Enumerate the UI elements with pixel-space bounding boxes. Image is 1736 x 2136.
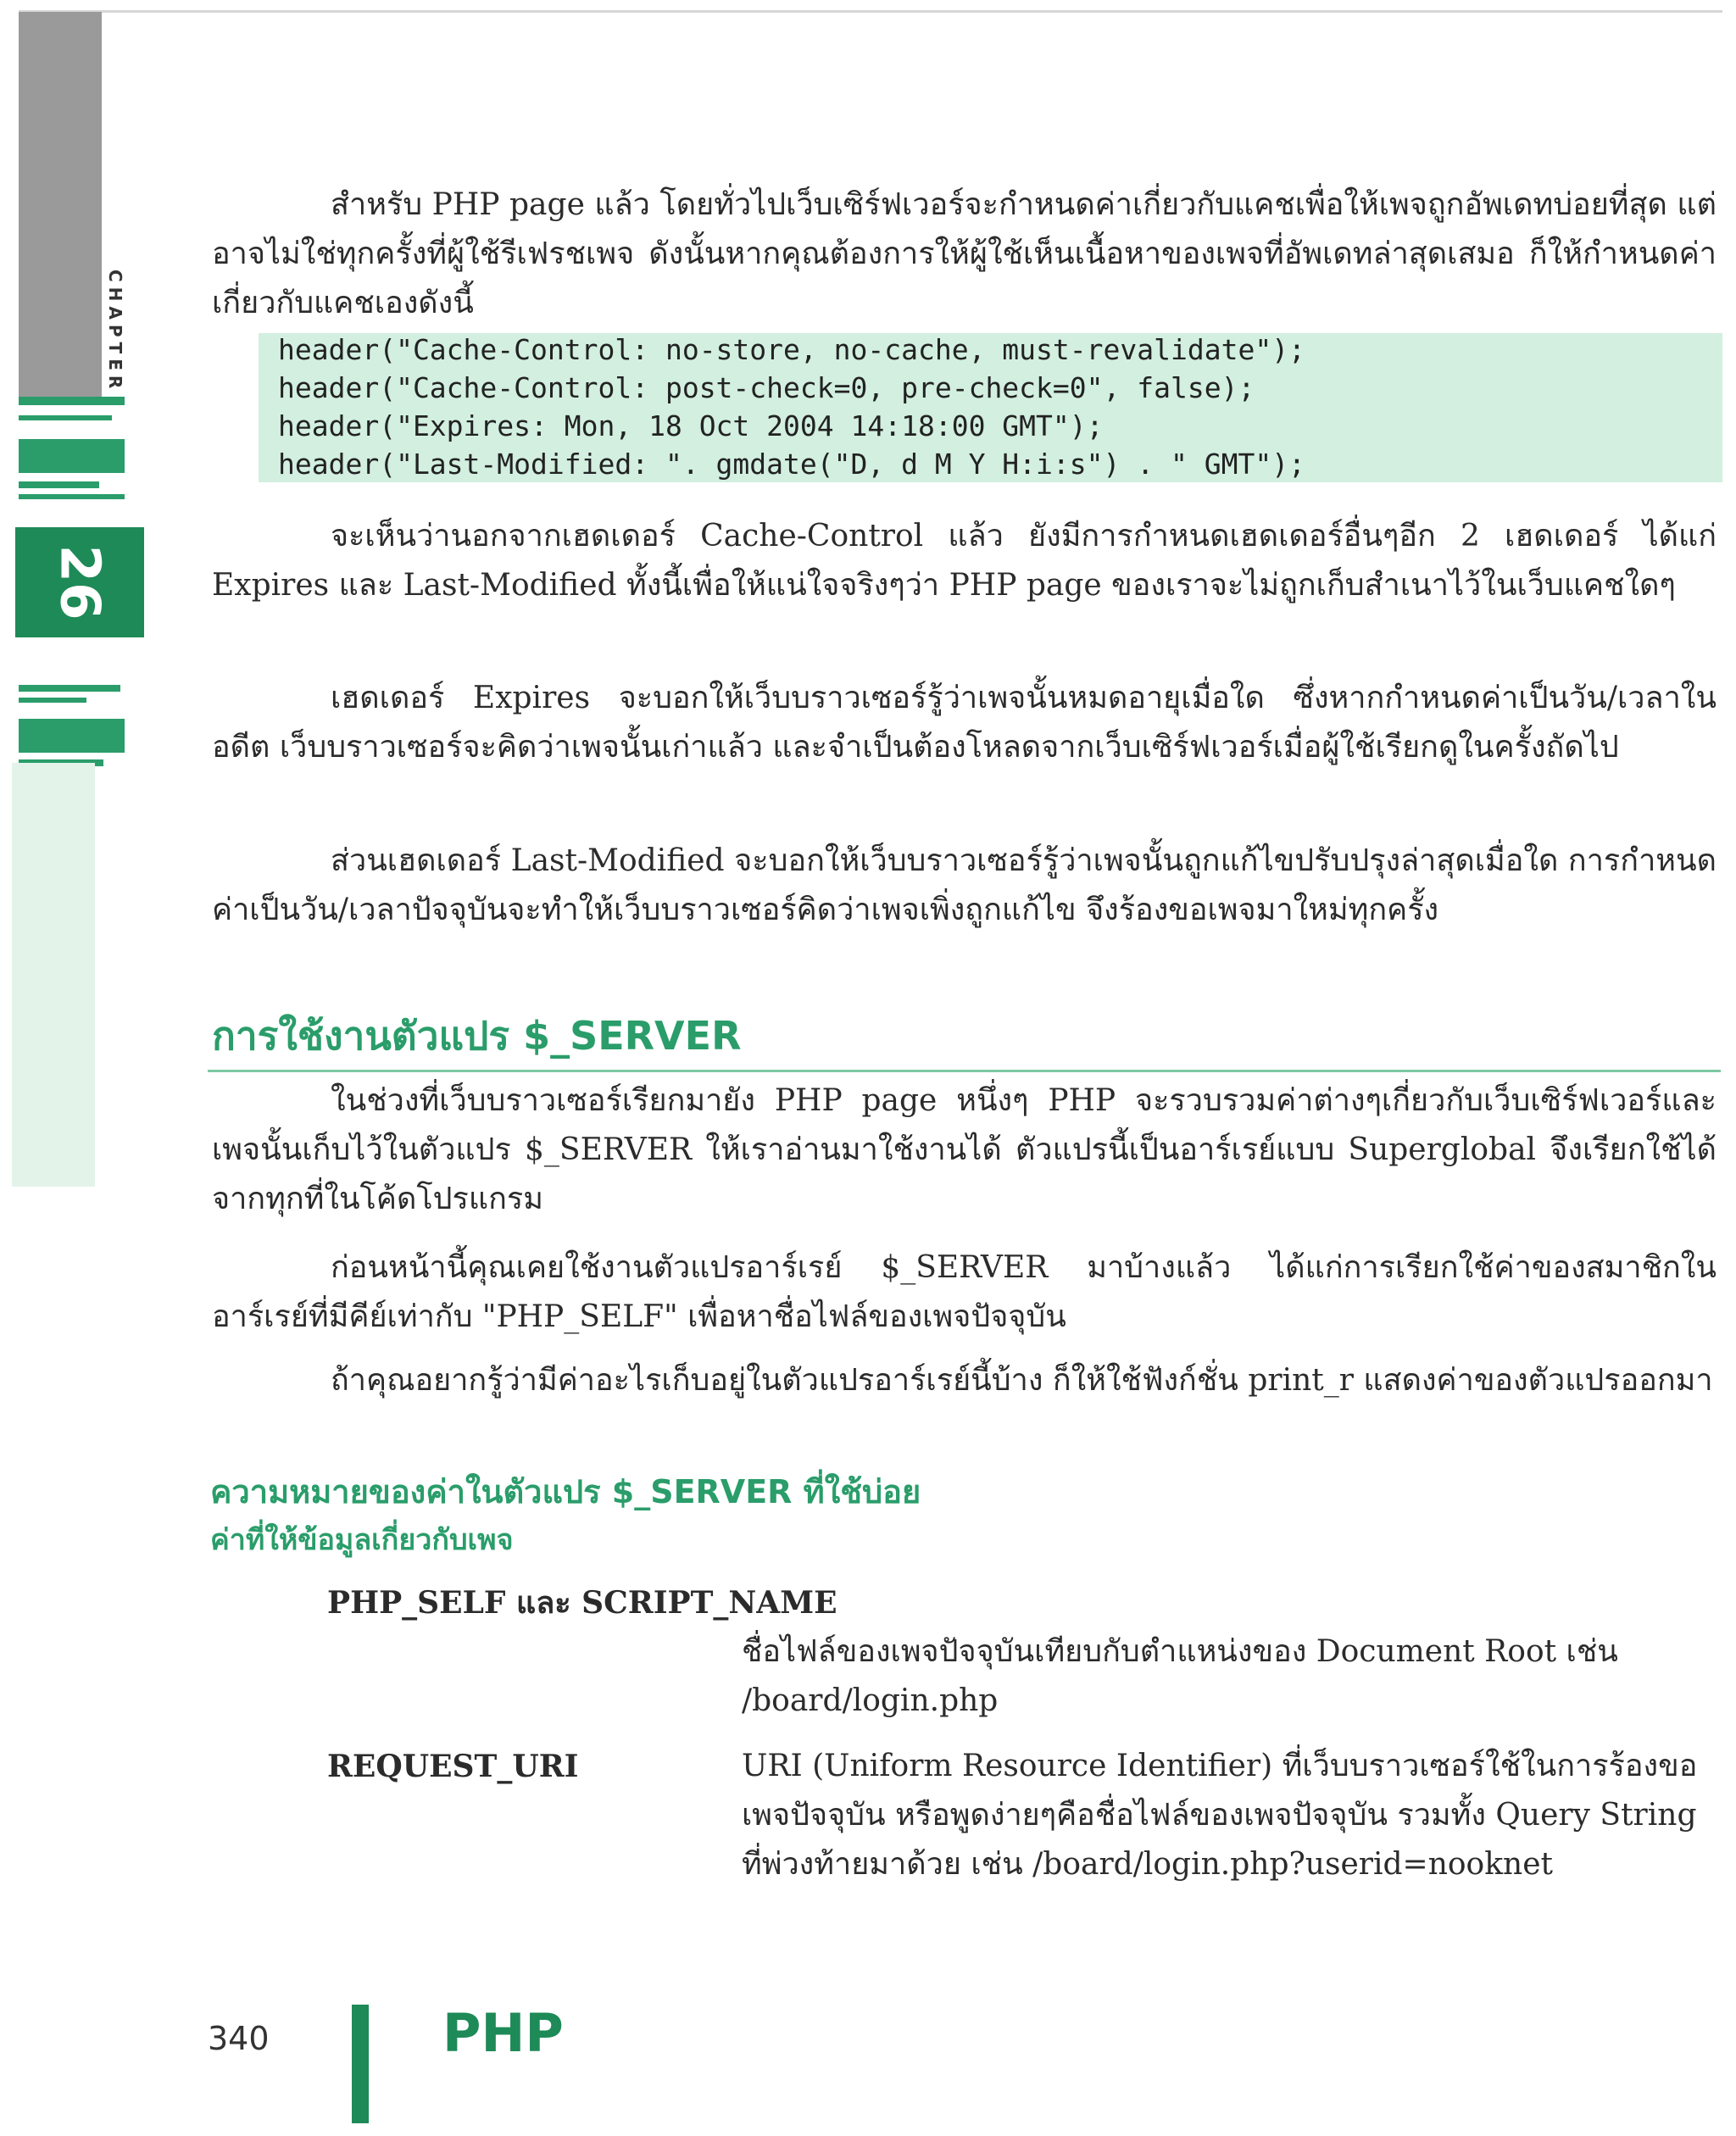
paragraph-server-previous: ก่อนหน้านี้คุณเคยใช้งานตัวแปรอาร์เรย์ $_SERVER มาบ้างแล้ว ได้แก่การเรียกใช้ค่าของสมาชิกในอาร์เรย์ที่มีคีย์เท่ากับ "PHP_SELF" เพื่อหาชื่อไฟล์ของเพจปัจจุบัน bbox=[212, 1250, 1717, 1334]
chapter-number: 26 bbox=[48, 544, 111, 620]
code-line: header("Last-Modified: ". gmdate("D, d M Y H:i:s") . " GMT"); bbox=[278, 448, 1305, 481]
definition-description: ชื่อไฟล์ของเพจปัจจุบันเทียบกับตำแหน่งของ Document Root เช่น /board/login.php bbox=[742, 1634, 1618, 1718]
subheading-page-values: ค่าที่ให้ข้อมูลเกี่ยวกับเพจ bbox=[210, 1523, 514, 1557]
paragraph-expires: เฮดเดอร์ Expires จะบอกให้เว็บบราวเซอร์รู้ว่าเพจนั้นหมดอายุเมื่อใด ซึ่งหากกำหนดค่าเป็นวัน/เวลาในอดีต เว็บบราวเซอร์จะคิดว่าเพจนั้นเก่าแล้ว และจำเป็นต้องโหลดจากเว็บเซิร์ฟเวอร์เมื่อผู้ใช้เรียกดูในครั้งถัดไป bbox=[212, 681, 1717, 765]
definition-term: PHP_SELF และ SCRIPT_NAME bbox=[327, 1585, 837, 1621]
paragraph-last-modified: ส่วนเฮดเดอร์ Last-Modified จะบอกให้เว็บบราวเซอร์รู้ว่าเพจนั้นถูกแก้ไขปรับปรุงล่าสุดเมื่อใด การกำหนดค่าเป็นวัน/เวลาปัจจุบันจะทำให้เว็บบราวเซอร์คิดว่าเพจเพิ่งถูกแก้ไข จึงร้องขอเพจมาใหม่ทุกครั้ง bbox=[212, 843, 1717, 927]
section-divider bbox=[208, 1070, 1721, 1072]
paragraph-intro: สำหรับ PHP page แล้ว โดยทั่วไปเว็บเซิร์ฟเวอร์จะกำหนดค่าเกี่ยวกับแคชเพื่อให้เพจถูกอัพเดทบ่อยที่สุด แต่อาจไม่ใช่ทุกครั้งที่ผู้ใช้รีเฟรชเพจ ดังนั้นหากคุณต้องการให้ผู้ใช้เห็นเนื้อหาของเพจที่อัพเดทล่าสุดเสมอ ก็ให้กำหนดค่าเกี่ยวกับแคชเองดังนี้ bbox=[212, 187, 1717, 320]
side-tab-lower-block bbox=[12, 763, 95, 1187]
definition-description: URI (Uniform Resource Identifier) ที่เว็บบราวเซอร์ใช้ในการร้องขอเพจปัจจุบัน หรือพูดง่ายๆคือชื่อไฟล์ของเพจปัจจุบัน รวมทั้ง Query String ที่พ่วงท้ายมาด้วย เช่น /board/login.php?userid=nooknet bbox=[742, 1749, 1698, 1882]
paragraph-explanation: จะเห็นว่านอกจากเฮดเดอร์ Cache-Control แล้ว ยังมีการกำหนดเฮดเดอร์อื่นๆอีก 2 เฮดเดอร์ ได้แก่ Expires และ Last-Modified ทั้งนี้เพื่อให้แน่ใจจริงๆว่า PHP page ของเราจะไม่ถูกเก็บสำเนาไว้ในเว็บแคชใดๆ bbox=[212, 519, 1717, 603]
code-line: header("Cache-Control: no-store, no-cache, must-revalidate"); bbox=[278, 333, 1305, 366]
section-heading: การใช้งานตัวแปร $_SERVER bbox=[212, 1013, 742, 1059]
side-tab-gray-block bbox=[19, 12, 102, 402]
chapter-number-badge bbox=[15, 527, 144, 637]
paragraph-server-intro: ในช่วงที่เว็บบราวเซอร์เรียกมายัง PHP page หนึ่งๆ PHP จะรวบรวมค่าต่างๆเกี่ยวกับเว็บเซิร์ฟเวอร์และเพจนั้นเก็บไว้ในตัวแปร $_SERVER ให้เราอ่านมาใช้งานได้ ตัวแปรนี้เป็นอาร์เรย์แบบ Superglobal จึงเรียกใช้ได้จากทุกที่ในโค้ดโปรแกรม bbox=[212, 1083, 1717, 1216]
code-line: header("Cache-Control: post-check=0, pre-check=0", false); bbox=[278, 371, 1255, 404]
top-rule bbox=[19, 10, 1722, 13]
code-line: header("Expires: Mon, 18 Oct 2004 14:18:00 GMT"); bbox=[278, 409, 1104, 442]
paragraph-print-r: ถ้าคุณอยากรู้ว่ามีค่าอะไรเก็บอยู่ในตัวแปรอาร์เรย์นี้บ้าง ก็ให้ใช้ฟังก์ชั่น print_r แสดงค่าของตัวแปรออกมา bbox=[331, 1363, 1713, 1398]
subheading: ความหมายของค่าในตัวแปร $_SERVER ที่ใช้บ่อย bbox=[210, 1473, 921, 1510]
page-number: 340 bbox=[208, 2020, 270, 2057]
footer-bar bbox=[352, 2005, 369, 2123]
definition-term: REQUEST_URI bbox=[327, 1749, 579, 1784]
book-title: PHP bbox=[442, 2002, 564, 2064]
chapter-label: CHAPTER bbox=[105, 270, 125, 394]
